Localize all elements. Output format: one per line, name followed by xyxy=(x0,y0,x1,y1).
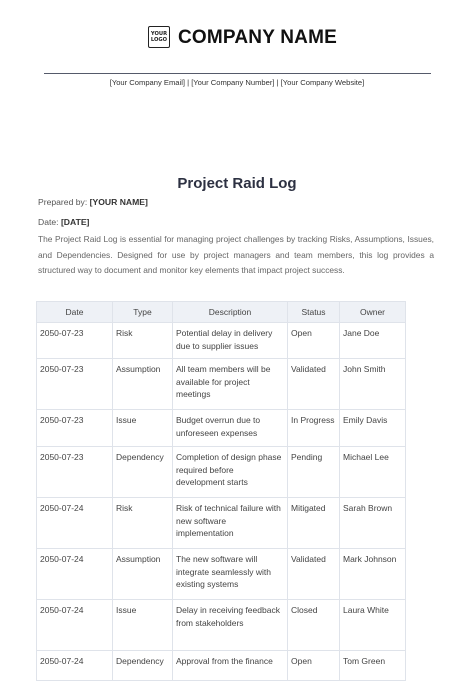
logo-text-line2: LOGO xyxy=(150,37,168,43)
table-row xyxy=(37,410,406,447)
prepared-by-label: Prepared by: xyxy=(38,197,88,207)
cell-description: Delay in receiving feedback from stakeholders xyxy=(173,600,288,651)
cell-status: Mitigated xyxy=(288,498,340,549)
cell-owner: Jane Doe xyxy=(340,323,406,359)
table-row xyxy=(37,651,406,681)
cell-date: 2050-07-23 xyxy=(37,323,113,359)
cell-date: 2050-07-24 xyxy=(37,549,113,600)
cell-date: 2050-07-24 xyxy=(37,498,113,549)
cell-date: 2050-07-23 xyxy=(37,359,113,410)
cell-date: 2050-07-24 xyxy=(37,651,113,681)
column-header-date: Date xyxy=(37,302,113,323)
cell-owner: Emily Davis xyxy=(340,410,406,447)
table-body xyxy=(37,323,406,681)
cell-status: Open xyxy=(288,323,340,359)
cell-date: 2050-07-23 xyxy=(37,410,113,447)
table-row xyxy=(37,447,406,498)
cell-type: Assumption xyxy=(113,549,173,600)
prepared-by-value: [YOUR NAME] xyxy=(89,197,148,207)
document-title: Project Raid Log xyxy=(177,175,297,192)
document-header xyxy=(0,26,474,52)
cell-type: Issue xyxy=(113,410,173,447)
company-logo xyxy=(148,26,170,48)
cell-date: 2050-07-23 xyxy=(37,447,113,498)
cell-date: 2050-07-24 xyxy=(37,600,113,651)
cell-status: Pending xyxy=(288,447,340,498)
cell-type: Risk xyxy=(113,323,173,359)
cell-description: The new software will integrate seamlessly with existing systems xyxy=(173,549,288,600)
table-row xyxy=(37,498,406,549)
company-contact-line: [Your Company Email] | [Your Company Number] | [Your Company Website] xyxy=(109,78,365,87)
table-row xyxy=(37,549,406,600)
column-header-status: Status xyxy=(288,302,340,323)
cell-owner: Laura White xyxy=(340,600,406,651)
cell-status: Open xyxy=(288,651,340,681)
cell-status: Validated xyxy=(288,549,340,600)
cell-status: Closed xyxy=(288,600,340,651)
date-label: Date: xyxy=(38,217,59,227)
column-header-description: Description xyxy=(173,302,288,323)
cell-type: Risk xyxy=(113,498,173,549)
cell-type: Dependency xyxy=(113,447,173,498)
table-header-row xyxy=(37,302,406,323)
cell-type: Assumption xyxy=(113,359,173,410)
cell-owner: John Smith xyxy=(340,359,406,410)
cell-description: All team members will be available for project meetings xyxy=(173,359,288,410)
raid-log-table xyxy=(36,301,406,681)
cell-type: Dependency xyxy=(113,651,173,681)
table-row xyxy=(37,323,406,359)
cell-owner: Tom Green xyxy=(340,651,406,681)
table-row xyxy=(37,600,406,651)
cell-owner: Mark Johnson xyxy=(340,549,406,600)
table-row xyxy=(37,359,406,410)
column-header-type: Type xyxy=(113,302,173,323)
cell-description: Approval from the finance xyxy=(173,651,288,681)
cell-description: Completion of design phase required before development starts xyxy=(173,447,288,498)
document-date xyxy=(38,217,89,227)
cell-description: Budget overrun due to unforeseen expenses xyxy=(173,410,288,447)
cell-owner: Sarah Brown xyxy=(340,498,406,549)
date-value: [DATE] xyxy=(60,217,90,227)
column-header-owner: Owner xyxy=(340,302,406,323)
intro-paragraph: The Project Raid Log is essential for managing project challenges by tracking Risks, Assumptions, Issues, and Dependencies. Designed for use by project managers and team members, this log provides a structured way to document and monitor key elements that impact project success. xyxy=(38,234,434,275)
cell-description: Risk of technical failure with new software implementation xyxy=(173,498,288,549)
cell-owner: Michael Lee xyxy=(340,447,406,498)
cell-status: Validated xyxy=(288,359,340,410)
cell-description: Potential delay in delivery due to supplier issues xyxy=(173,323,288,359)
cell-type: Issue xyxy=(113,600,173,651)
header-divider xyxy=(44,73,431,74)
logo-text-line1: YOUR xyxy=(150,31,168,37)
prepared-by xyxy=(38,197,148,207)
cell-status: In Progress xyxy=(288,410,340,447)
company-name: COMPANY NAME xyxy=(178,27,337,48)
